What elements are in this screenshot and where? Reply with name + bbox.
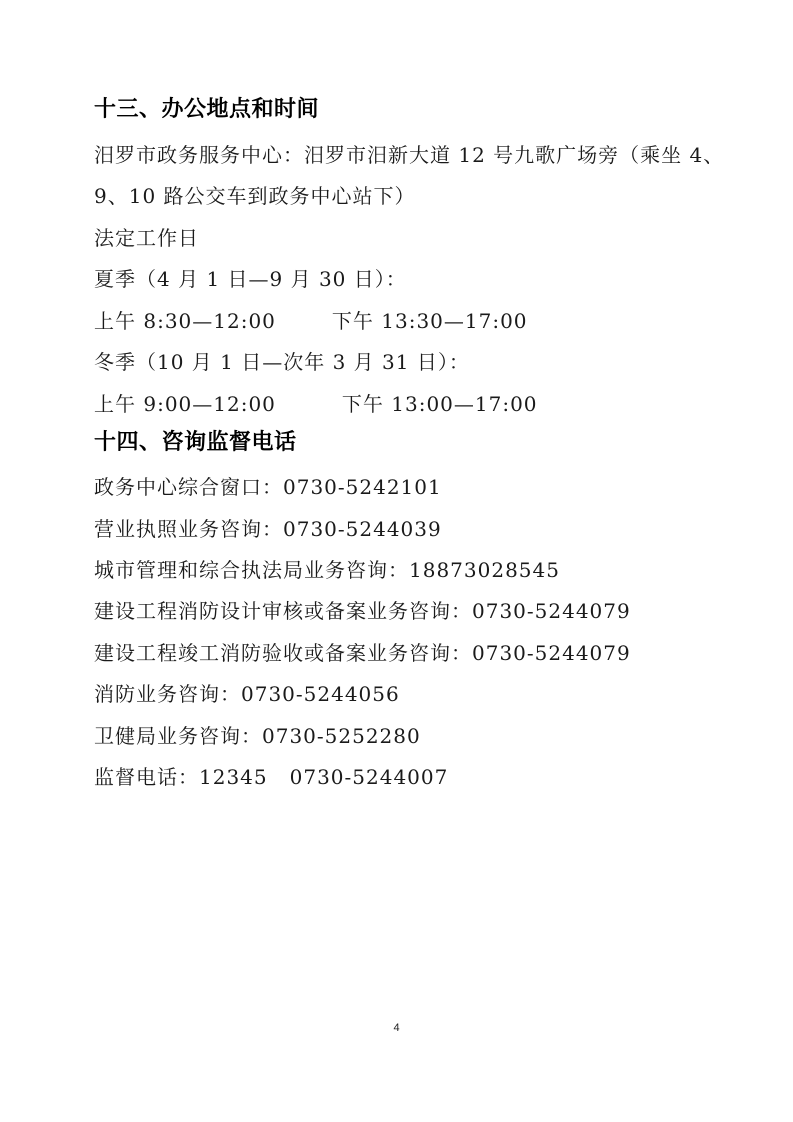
winter-morning-hours: 上午 9:00—12:00 — [94, 392, 276, 416]
winter-afternoon-hours: 下午 13:00—17:00 — [341, 392, 538, 416]
winter-hours-row — [94, 392, 538, 416]
hotline-general-window: 政务中心综合窗口：0730-5242101 — [94, 475, 442, 499]
hotline-business-license: 营业执照业务咨询：0730-5244039 — [94, 517, 442, 541]
office-address-line-2: 9、10 路公交车到政务中心站下） — [94, 184, 416, 208]
summer-afternoon-hours: 下午 13:30—17:00 — [331, 309, 528, 333]
summer-season-label: 夏季（4 月 1 日—9 月 30 日）： — [94, 267, 407, 291]
supervision-hotline-label: 监督电话：12345 — [94, 765, 268, 789]
hotline-health-bureau: 卫健局业务咨询：0730-5252280 — [94, 724, 421, 748]
page-number: 4 — [393, 1022, 400, 1034]
workdays-label: 法定工作日 — [94, 226, 199, 250]
hotline-fire-services: 消防业务咨询：0730-5244056 — [94, 682, 400, 706]
section-14-heading: 十四、咨询监督电话 — [94, 430, 297, 455]
summer-hours-row — [94, 309, 528, 333]
summer-morning-hours: 上午 8:30—12:00 — [94, 309, 276, 333]
winter-season-label: 冬季（10 月 1 日—次年 3 月 31 日）： — [94, 350, 470, 374]
section-13-heading: 十三、办公地点和时间 — [94, 97, 320, 122]
office-address-line-1: 汨罗市政务服务中心：汨罗市汨新大道 12 号九歌广场旁（乘坐 4、 — [94, 143, 725, 167]
hotline-fire-acceptance: 建设工程竣工消防验收或备案业务咨询：0730-5244079 — [94, 641, 631, 665]
supervision-hotline-row — [94, 765, 448, 789]
hotline-fire-design-review: 建设工程消防设计审核或备案业务咨询：0730-5244079 — [94, 599, 631, 623]
hotline-urban-management: 城市管理和综合执法局业务咨询：18873028545 — [94, 558, 560, 582]
supervision-hotline-phone: 0730-5244007 — [289, 765, 449, 789]
